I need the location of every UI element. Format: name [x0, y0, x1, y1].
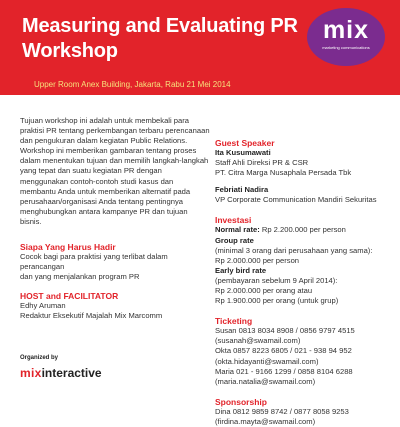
ticketing-email: (maria.natalia@swamail.com) — [215, 376, 316, 386]
organized-by-label: Organized by — [20, 355, 59, 361]
event-venue-date: Upper Room Anex Building, Jakarta, Rabu 21 Mei 2014 — [34, 80, 231, 89]
normal-rate — [215, 225, 395, 235]
sponsorship-heading: Sponsorship — [215, 396, 267, 407]
attend-line: Cocok bagi para praktisi yang terlibat dalam perancangan — [20, 252, 168, 272]
logo-tagline: marketing communications — [322, 45, 370, 50]
mixinteractive-logo-mix: mix — [20, 366, 42, 380]
speaker-name: Ita Kusumawati — [215, 148, 271, 157]
host-role: Redaktur Eksekutif Majalah Mix Marcomm — [20, 311, 163, 321]
sponsorship-email: (firdina.mayta@swamail.com) — [215, 416, 316, 426]
speaker-role: Staff Ahli Direksi PR & CSR — [215, 158, 309, 168]
group-rate-label: Group rate — [215, 235, 254, 245]
early-bird-label: Early bird rate — [215, 265, 267, 275]
mix-logo — [307, 8, 385, 66]
intro-paragraph: Tujuan workshop ini adalah untuk membekali para praktisi PR tentang perkembangan terbaru perencanaan dan pengukuran dalam kegiatan Public Relations. Workshop ini memberikan gambaran tentang proses dalam menentukan tujuan dan memilih langkah-langkah yang tepat dan suatu kegiatan PR dengan menggunakan contoh-contoh studi kasus dan membantu Anda untuk memberikan alternatif pada perusahaan/organisasi Anda tentang pentingnya menghubungkan antara kampanye PR dan tujuan bisnis. — [20, 116, 210, 226]
early-bird-note: (pembayaran sebelum 9 April 2014): — [215, 275, 338, 285]
normal-rate-label: Normal rate: — [215, 225, 260, 235]
host-name: Edhy Aruman — [20, 301, 66, 311]
mixinteractive-logo — [20, 367, 102, 380]
host-heading: HOST and FACILITATOR — [20, 291, 119, 302]
right-column — [215, 138, 395, 427]
early-bird-value: Rp 2.000.000 per orang atau — [215, 286, 313, 296]
ticketing-contact: Okta 0857 8223 6805 / 021 - 938 94 952 — [215, 346, 352, 356]
attend-heading: Siapa Yang Harus Hadir — [20, 242, 116, 253]
early-bird-value: Rp 1.900.000 per orang (untuk grup) — [215, 296, 339, 306]
logo-word: mix — [322, 16, 370, 44]
left-column — [20, 116, 210, 322]
attend-line: dan yang menjalankan program PR — [20, 272, 140, 282]
ticketing-contact: Maria 021 - 9166 1299 / 0858 8104 6288 — [215, 366, 353, 376]
speaker-name: Febriati Nadira — [215, 185, 269, 195]
ticketing-email: (susanah@swamail.com) — [215, 336, 301, 346]
ticketing-heading: Ticketing — [215, 316, 253, 327]
speaker-company: PT. Citra Marga Nusaphala Persada Tbk — [215, 168, 352, 178]
group-rate-note: (minimal 3 orang dari perusahaan yang sama): — [215, 245, 373, 255]
ticketing-contact: Susan 0813 8034 8908 / 0856 9797 4515 — [215, 326, 355, 336]
sponsorship-contact: Dina 0812 9859 8742 / 0877 8058 9253 — [215, 406, 349, 416]
page-title: Measuring and Evaluating PR Workshop — [22, 15, 298, 62]
speaker-role: VP Corporate Communication Mandiri Sekuritas — [215, 195, 377, 205]
ticketing-email: (okta.hidayanti@swamail.com) — [215, 356, 319, 366]
speaker-heading: Guest Speaker — [215, 138, 275, 148]
mixinteractive-logo-interactive: interactive — [41, 366, 102, 380]
group-rate-value: Rp 2.000.000 per person — [215, 255, 300, 265]
normal-rate-value: Rp 2.200.000 per person — [259, 225, 346, 235]
investasi-heading: Investasi — [215, 215, 252, 226]
